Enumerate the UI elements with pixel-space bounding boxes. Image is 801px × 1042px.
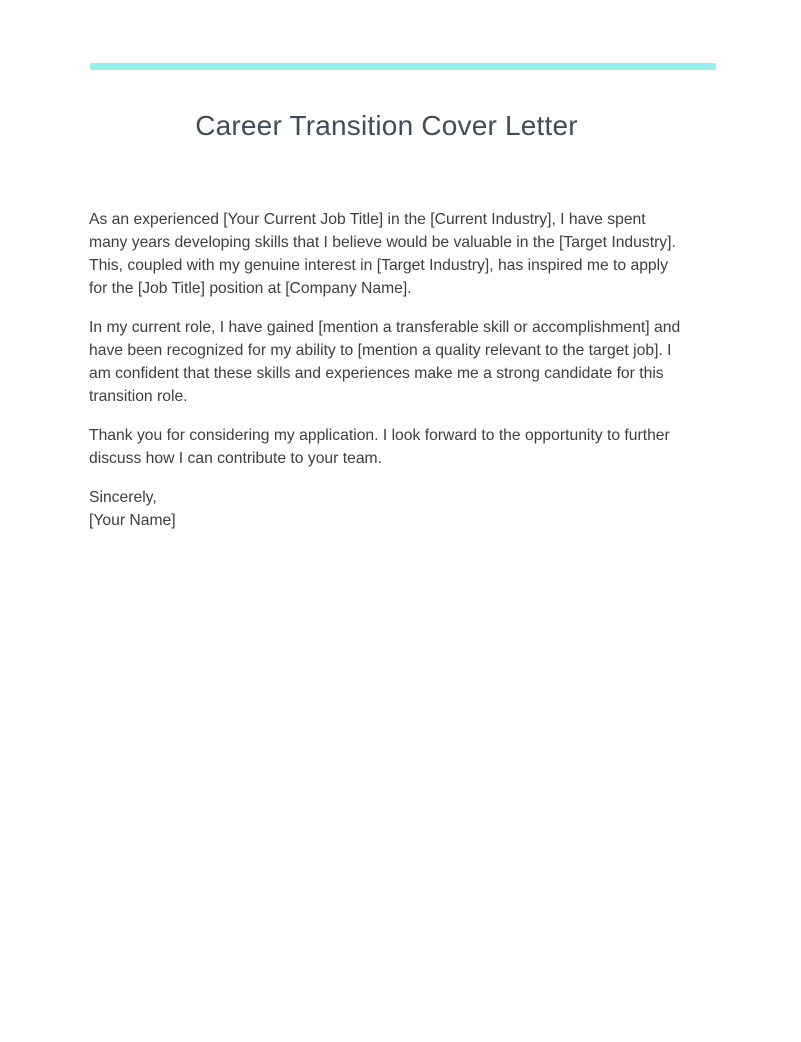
letter-content [89, 0, 684, 532]
page-title: Career Transition Cover Letter [195, 110, 578, 141]
letter-body [89, 142, 684, 532]
letter-closing [89, 486, 684, 532]
letter-paragraph-intro: As an experienced [Your Current Job Title] in the [Current Industry], I have spent many years developing skills that I believe would be valuable in the [Target Industry]. This, coupled with my genuine interest in [Target Industry], has inspired me to apply for the [Job Title] position at [Company Name]. [89, 211, 676, 297]
letter-paragraph-skills: In my current role, I have gained [mention a transferable skill or accomplishment] and have been recognized for my ability to [mention a quality relevant to the target job]. I am confident that these skills and experiences make me a strong candidate for this transition role. [89, 319, 681, 405]
closing-salutation: Sincerely, [89, 489, 157, 506]
closing-signature: [Your Name] [89, 512, 176, 529]
letter-paragraph-thanks: Thank you for considering my application. I look forward to the opportunity to further discuss how I can contribute to your team. [89, 427, 670, 467]
